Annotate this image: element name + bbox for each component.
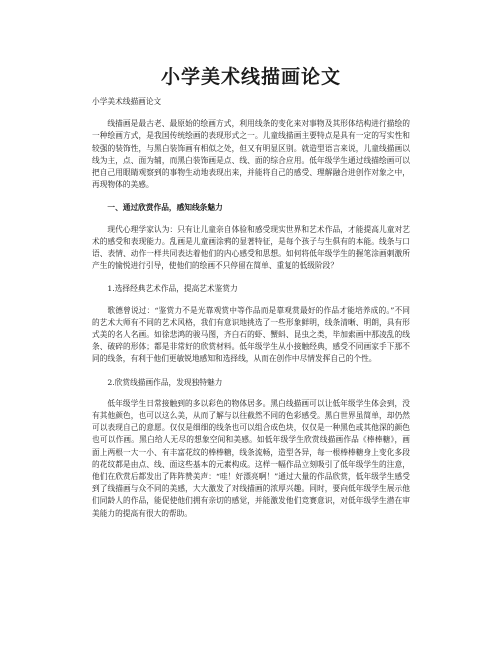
document-title: 小学美术线描画论文 xyxy=(160,66,341,88)
subsection-heading-2: 2.欣赏线描画作品，发现独特魅力 xyxy=(107,377,223,387)
document-subtitle: 小学美术线描画论文 xyxy=(92,97,162,106)
intro-paragraph: 线描画是最古老、最原始的绘画方式，利用线条的变化来对事物及其形体结构进行描绘的一种绘画方式，是我国传统绘画的表现形式之一。儿童线描画主要特点是具有一定的写实性和较强的装饰性，与黑白装饰画有相似之处，但又有明显区别。就造型语言来说，儿童线描画以线为主，点、面为辅，而黑白装饰画是点、线、面的综合应用。低年级学生通过线描绘画可以把自己用眼睛观察到的事物生动地表现出来，并能将自己的感受、理解融合进创作对象之中，再现物体的美感。 xyxy=(92,119,410,190)
subsection-heading-1: 1.选择经典艺术作品，提高艺术鉴赏力 xyxy=(107,284,238,294)
section-1-intro: 现代心理学家认为：只有让儿童亲自体验和感受现实世界和艺术作品，才能提高儿童对艺术的感受和表现能力。乱画是儿童画涂鸦的显著特征，是每个孩子与生俱有的本能。线条与口语、表情、动作一样共同表达着他们的内心感受和思想。如何将低年级学生的握笔涂画刺激所产生的愉悦进行引导，使他们的绘画不只停留在简单、重复的低级阶段？ xyxy=(92,224,410,271)
subsection-1-body: 歌德曾说过：“鉴赏力不是光靠观赏中等作品而是靠观赏最好的作品才能培养成的。”不同的艺术大师有不同的艺术风格，我们有意识地挑选了一些形象鲜明，线条清晰、明朗，具有形式美的名人名画。如徐悲鸿的骏马图，齐白石的虾、蟹蚪、昆虫之类，毕加索画中那凌乱的线条、破碎的形体；都是非常好的欣赏材料。低年级学生从小接触经典，感受不同画家手下那不同的线条，有利于他们更敏锐地感知和选择线，从而在创作中尽情发挥自己的个性。 xyxy=(92,305,410,364)
document-body xyxy=(92,96,410,531)
section-heading-1: 一、通过欣赏作品，感知线条魅力 xyxy=(107,203,223,213)
subsection-2-body: 低年级学生日常接触到的多以彩色的物体居多。黑白线描画可以让低年级学生体会到，没有其他颜色，也可以这么美，从而了解与以往截然不同的色彩感受。黑白世界虽简单，却仍然可以表现自己的意愿。仅仅是细细的线条也可以组合成色块，仅仅是一种黑色或其他深的颜色也可以作画。黑白给人无尽的想象空间和美感。如低年级学生欣赏线描画作品《棒棒糖》，画面上两根一大一小、有丰富花纹的棒棒糖，线条流畅，造型各异，每一根棒棒糖身上变化多段的花纹都是由点、线、面这些基本的元素构成。这样一幅作品立刻吸引了低年级学生的注意，他们在欣赏后都发出了阵阵赞美声：“哇！好漂亮啊！”通过大量的作品欣赏，低年级学生感受到了线描画与众不同的美感，大大激发了对线描画的浓厚兴趣。同时，要向低年级学生展示他们同龄人的作品，能促使他们拥有亲切的感觉，并能激发他们竞赛意识，对低年级学生潜在审美能力的提高有很大的帮助。 xyxy=(92,398,410,518)
